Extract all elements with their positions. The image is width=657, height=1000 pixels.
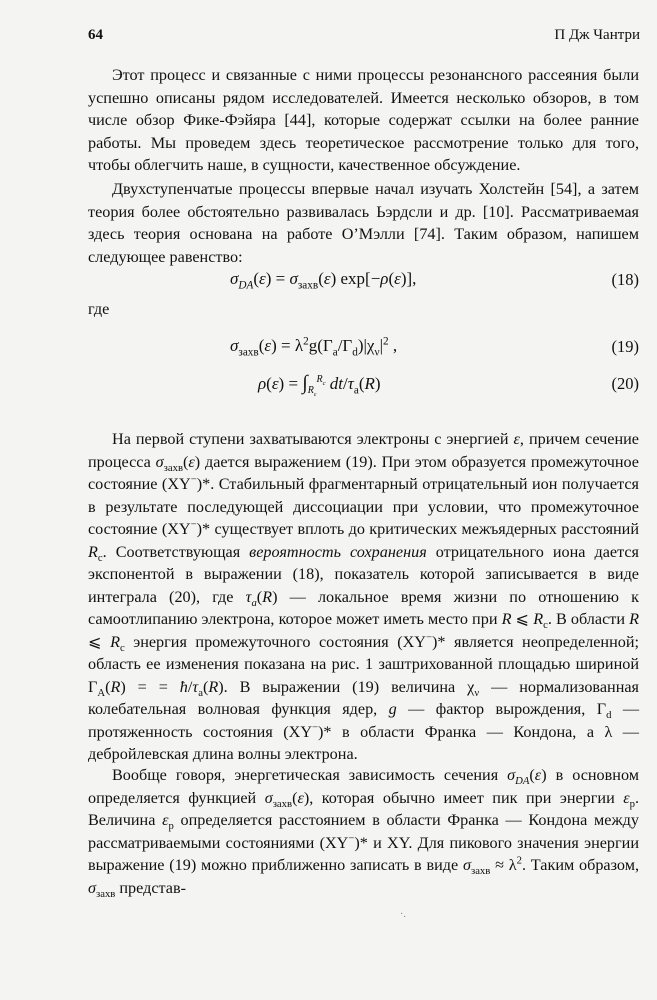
emphasis-survival-probability: вероятность сохранения (249, 542, 427, 561)
equation-19-number: (19) (611, 337, 639, 356)
where-label: где (88, 300, 110, 318)
page-header (88, 27, 640, 49)
paragraph-4: Вообще говоря, энергетическая зависимость сечения $\sigma_{DA}(\varepsilon)$ в основном определяется функцией $\sigma_{захв}(\varepsilon)$, которая обычно имеет пик при энергии $\varepsilon_p$. Величина $\varepsilon_p$ определяется расстоянием в области Франка — Кондона между рассматриваемыми состояниями (XY−)* и XY. Для пикового значения энергии выражение (19) можно приближенно записать в виде $\sigma_{захв} \approx \lambda^2$. Таким образом, $\sigma_{захв}$ представ- (88, 766, 639, 900)
paragraph-2: Двухступенчатые процессы впервые начал изучать Холстейн [54], а затем теория более обстоятельно развивалась Ьэрдсли и др. [10]. Рассматриваемая здесь теория основана на работе О’Мэлли [74]. Таким образом, напишем следующее равенство: (88, 180, 639, 266)
running-head-author: П Дж Чантри (554, 27, 640, 43)
page-number: 64 (88, 27, 103, 43)
paragraph-3: На первой ступени захватываются электроны с энергией ε, причем сечение процесса $\sigma_{захв}(\varepsilon)$ дается выражением (19). При этом образуется промежуточное состояние (XY−)*. Стабильный фрагментарный отрицательный ион получается в результате последующей диссоциации при условии, что промежуточное состояние (XY−)* существует вплоть до критических межъядерных расстояний $R_c$. Соответствующая вероятность сохранения отрицательного иона дается экспонентой в выражении (18), показатель которой записывается в виде интеграла (20), где $\tau_a(R)$ — локальное время жизни по отношению к самоотлипанию электрона, которое может иметь место при R ⩽ $R_c$. В области R ⩽ $R_c$ энергия промежуточного состояния (XY−)* является неопределенной; область ее изменения показана на рис. 1 заштрихованной площадью шириной $\Gamma_A(R)$ = = $ħ/\tau_a(R)$. В выражении (19) величина $\chi_\nu$ — нормализованная колебательная волновая функция ядер, g — фактор вырождения, $\Gamma_d$ — протяженность состояния (XY−)* в области Франка — Кондона, а λ — дебройлевская длина волны электрона. (88, 430, 640, 763)
equation-20: $\rho(\varepsilon) = \int_{R_\varepsilon}^{R_c}$ $dt/\tau_a(R)$ (258, 372, 381, 399)
equation-18-number: (18) (611, 270, 639, 289)
equation-19: $\sigma_{захв}(\varepsilon) = \lambda^2g(\Gamma_a/\Gamma_d)|\chi_\nu|^2$ , (230, 335, 398, 359)
paragraph-1: Этот процесс и связанные с ними процессы резонансного рассеяния были успешно описаны рядом исследователей. Имеется несколько обзоров, в том числе обзор Фике-Фэйяра [44], которые содержат ссылки на более ранние работы. Мы проведем здесь теоретическое рассмотрение только для того, чтобы облегчить наше, в сущности, качественное обсуждение. (88, 66, 639, 174)
equation-20-number: (20) (611, 374, 639, 393)
scan-mark: ·. (400, 909, 406, 920)
equation-18: $\sigma_{DA}(\varepsilon) = \sigma_{захв}(\varepsilon)$ exp[−ρ(ε)], (230, 269, 417, 292)
